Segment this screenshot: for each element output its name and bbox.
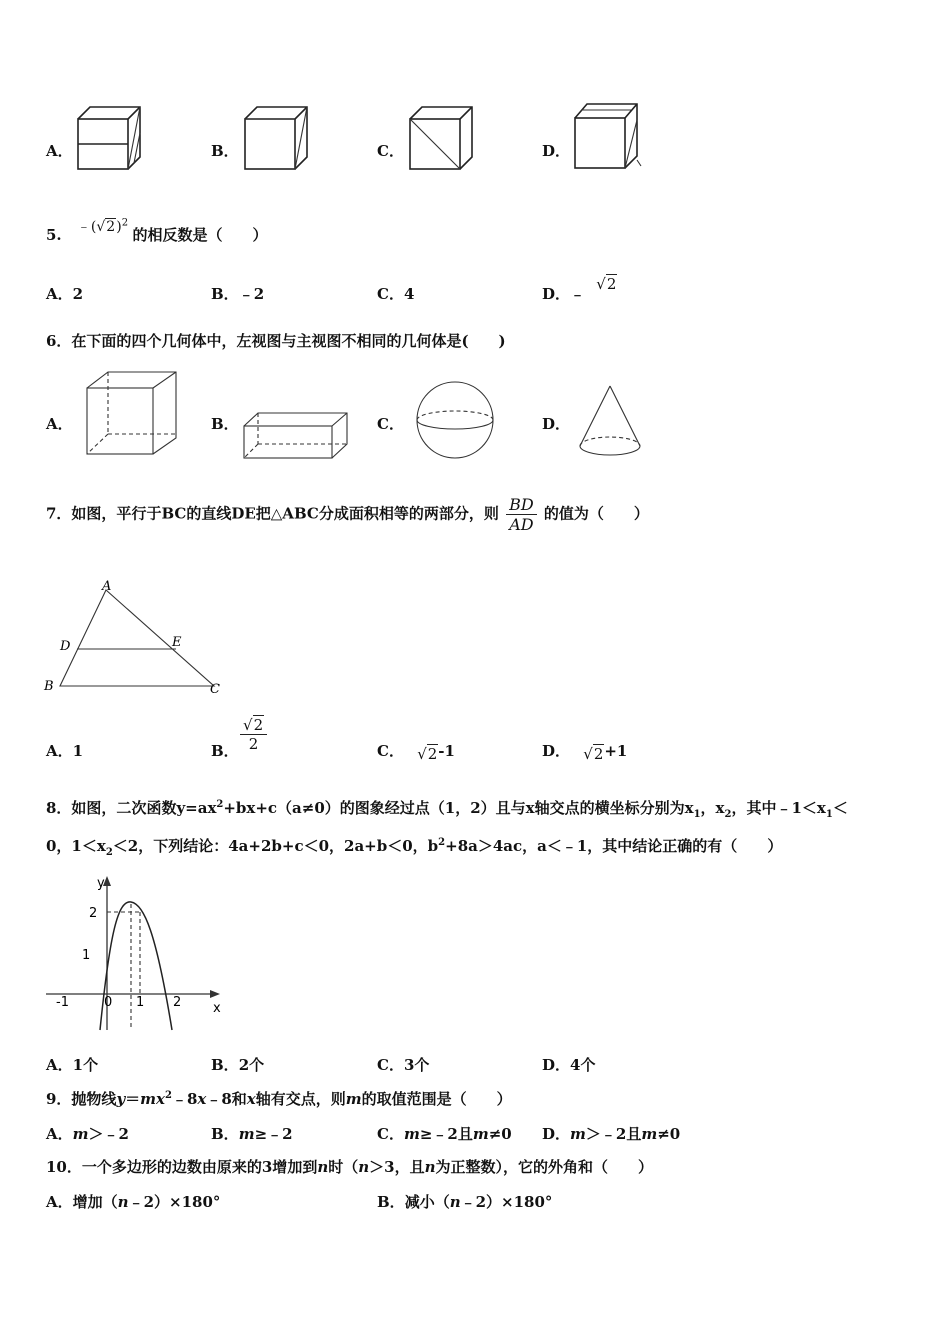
q7-option-c-root: √2	[417, 745, 438, 763]
q10-c: ＞3，且	[369, 1158, 425, 1176]
q8-l1-b: +bx+c（a≠0）的图象经过点（1，2）且与x轴交点的横坐标分别为x	[223, 799, 694, 817]
q5-option-a-label: A．	[46, 285, 73, 303]
q6-option-d-cone	[576, 384, 646, 460]
q8-graph-tick-x1: 1	[136, 995, 145, 1010]
q5-text: 的相反数是（ ）	[132, 226, 268, 244]
q8-l1-sub1: 1	[693, 809, 701, 820]
q10-option-a	[46, 1191, 220, 1212]
q6-option-a-label: A．	[46, 415, 73, 433]
q6-option-c-label: C．	[377, 415, 404, 433]
q8-graph-tick-y1: 1	[82, 948, 91, 963]
q7-triangle-figure	[40, 578, 240, 700]
q9-option-a	[46, 1123, 129, 1144]
q10-option-b	[377, 1191, 552, 1212]
q8-option-b	[211, 1054, 264, 1075]
q9-d: 轴有交点，则	[255, 1090, 346, 1108]
q8-graph-x-label: x	[213, 1001, 221, 1016]
q8-option-b-value: 2个	[238, 1056, 265, 1074]
q8-stem-line2	[46, 835, 782, 858]
q5-option-c	[377, 283, 414, 304]
q7-option-d-suffix: +1	[604, 742, 628, 760]
q9-option-c-rest: ≥﹣2且	[419, 1125, 473, 1143]
q7-stem	[46, 495, 649, 534]
q6-option-b-label: B．	[211, 415, 239, 433]
q8-option-c	[377, 1054, 429, 1075]
q9-mx: mx	[140, 1090, 165, 1108]
q9-x: x	[197, 1090, 207, 1108]
q10-stem	[46, 1156, 653, 1177]
q7-option-b-num: √2	[240, 716, 267, 735]
q8-l1-a: 8．如图，二次函数y=ax	[46, 799, 217, 817]
q8-graph-origin: 0	[104, 995, 113, 1010]
q9-option-d	[542, 1123, 680, 1144]
q7-option-c	[377, 740, 455, 761]
q8-option-c-label: C．	[377, 1056, 404, 1074]
q8-l1-c: ，x	[700, 799, 725, 817]
q8-option-a-value: 1个	[72, 1056, 99, 1074]
q9-eq: ＝	[125, 1090, 141, 1108]
q9-option-d-label: D．	[542, 1125, 571, 1143]
q7-option-b-label: B．	[211, 742, 239, 760]
q9-option-d-m2: m	[641, 1125, 658, 1143]
q8-graph-tick-y2: 2	[89, 906, 98, 921]
q9-option-a-rest: ＞﹣2	[88, 1125, 129, 1143]
q10-option-b-pre: 减小（	[404, 1193, 450, 1211]
q9-option-c	[377, 1123, 512, 1144]
q8-option-d-value: 4个	[570, 1056, 596, 1074]
q10-d: 为正整数），它的外角和（ ）	[435, 1158, 654, 1176]
q6-option-d-label: D．	[542, 415, 571, 433]
q5-option-b	[211, 283, 264, 304]
q10-n2: n	[358, 1158, 370, 1176]
q10-n1: n	[317, 1158, 329, 1176]
q9-e: 的取值范围是（ ）	[361, 1090, 512, 1108]
q9-option-a-label: A．	[46, 1125, 73, 1143]
q5-option-c-value: 4	[403, 285, 415, 303]
q8-graph-tick-xneg1: -1	[56, 995, 69, 1010]
q7-label-e: E	[172, 635, 182, 650]
q8-stem-line1	[46, 797, 848, 820]
q7-option-d-root: √2	[583, 745, 604, 763]
q9-option-c-label: C．	[377, 1125, 404, 1143]
q5-exponent: 2	[121, 217, 129, 229]
q10-option-b-post: ﹣2）×180°	[460, 1193, 553, 1211]
q7-label-d: D	[60, 639, 71, 654]
q8-graph-y-label: y	[97, 876, 105, 891]
q9-option-c-m2: m	[472, 1125, 489, 1143]
q10-b: 时（	[328, 1158, 359, 1176]
q10-option-a-label: A．	[46, 1193, 73, 1211]
q9-option-c-m: m	[403, 1125, 420, 1143]
q10-n3: n	[424, 1158, 436, 1176]
q10-option-a-n: n	[117, 1193, 129, 1211]
q9-option-d-rest2: ≠0	[657, 1125, 681, 1143]
q8-l1-sup: 2	[216, 799, 224, 810]
q7-option-b-frac	[240, 716, 267, 753]
q5-option-a-value: 2	[72, 285, 84, 303]
q9-b: ﹣8	[171, 1090, 198, 1108]
q7-frac-den: AD	[509, 515, 534, 534]
q7-option-c-suffix: -1	[438, 742, 455, 760]
q8-option-b-label: B．	[211, 1056, 239, 1074]
q6-stem: 6．在下面的四个几何体中，左视图与主视图不相同的几何体是( )	[46, 332, 506, 350]
q9-option-c-rest2: ≠0	[488, 1125, 512, 1143]
q5-option-b-value: ﹣2	[238, 285, 265, 303]
q9-option-b-rest: ≥﹣2	[254, 1125, 293, 1143]
q6-option-a-cube	[84, 370, 184, 456]
q5-option-d-label: D．	[542, 285, 571, 303]
q7-label-c: C	[210, 682, 220, 697]
q9-option-b-m: m	[238, 1125, 255, 1143]
q7-option-a-label: A．	[46, 742, 73, 760]
q10-a: 10．一个多边形的边数由原来的3增加到	[46, 1158, 318, 1176]
q7-option-a	[46, 740, 83, 761]
q5-option-d	[542, 275, 617, 304]
q5-option-b-label: B．	[211, 285, 239, 303]
q4-option-d-figure	[571, 100, 643, 172]
q4-option-c-label: C．	[377, 142, 404, 160]
q7-option-a-value: 1	[72, 742, 84, 760]
q8-option-c-value: 3个	[403, 1056, 430, 1074]
q9-sup: 2	[165, 1090, 172, 1101]
q8-option-d-label: D．	[542, 1056, 571, 1074]
q5-option-c-label: C．	[377, 285, 404, 303]
q8-l2-sub: 2	[105, 847, 113, 858]
q9-stem	[46, 1088, 512, 1109]
q5-expr-prefix: ﹣(	[76, 219, 97, 235]
q7-option-b-num-radicand: 2	[253, 716, 264, 734]
q9-option-b-label: B．	[211, 1125, 239, 1143]
q5-option-d-value: ﹣	[570, 285, 586, 303]
q7-option-d	[542, 740, 627, 761]
q9-option-a-m: m	[72, 1125, 89, 1143]
q8-l2-b: ＜2，下列结论：4a+2b+c＜0，2a+b＜0，b	[112, 837, 439, 855]
q4-option-b-label: B．	[211, 142, 239, 160]
q8-option-d	[542, 1054, 595, 1075]
q7-option-d-radicand: 2	[593, 745, 604, 763]
q9-m: m	[345, 1090, 362, 1108]
q7-option-b-fraction	[240, 716, 267, 753]
q7-fraction	[506, 495, 537, 534]
q6-option-b-cuboid	[241, 410, 353, 460]
q9-x2: x	[246, 1090, 256, 1108]
q6-option-c-sphere	[413, 380, 497, 460]
q8-l2-c: +8a＞4ac，a＜﹣1，其中结论正确的有（ ）	[445, 837, 783, 855]
q5-option-d-radicand: 2	[606, 275, 617, 293]
q8-l1-sub2: 2	[724, 809, 732, 820]
q10-option-b-label: B．	[377, 1193, 405, 1211]
q5-number: 5.	[46, 226, 62, 244]
q7-option-b-den: 2	[248, 735, 259, 753]
q5-option-d-root: √2	[596, 275, 617, 293]
q5-radicand: 2	[106, 219, 116, 235]
q9-y: y	[116, 1090, 126, 1108]
q8-l1-e: ＜	[832, 799, 848, 817]
q5-stem	[46, 217, 268, 245]
q7-frac-num: BD	[506, 495, 537, 515]
q9-option-b	[211, 1123, 293, 1144]
q8-l2-a: 0，1＜x	[46, 837, 106, 855]
q4-option-d-label: D．	[542, 142, 571, 160]
q9-c: ﹣8和	[206, 1090, 247, 1108]
q8-parabola-graph	[44, 874, 230, 1034]
q10-option-a-post: ﹣2）×180°	[128, 1193, 221, 1211]
q7-text-after: 的值为（ ）	[543, 504, 649, 523]
q4-option-b-figure	[241, 103, 311, 173]
q4-option-a-label: A．	[46, 142, 73, 160]
q7-option-c-radicand: 2	[427, 745, 438, 763]
q5-expression: $﹣(√2)^2$	[76, 217, 129, 235]
q9-a: 9．抛物线	[46, 1090, 117, 1108]
q8-l1-d: ，其中﹣1＜x	[731, 799, 826, 817]
q7-text-before: 7．如图，平行于BC的直线DE把△ABC分成面积相等的两部分，则	[46, 504, 499, 523]
q7-option-d-label: D．	[542, 742, 571, 760]
q10-option-b-n: n	[449, 1193, 461, 1211]
q9-option-d-m: m	[570, 1125, 586, 1143]
q8-option-a	[46, 1054, 98, 1075]
q10-option-a-pre: 增加（	[72, 1193, 118, 1211]
q4-option-a-figure	[74, 103, 144, 173]
q7-label-a: A	[102, 579, 112, 594]
q7-label-b: B	[44, 679, 54, 694]
q8-l1-sub3: 1	[825, 809, 833, 820]
q8-option-a-label: A．	[46, 1056, 73, 1074]
q9-option-d-rest: ＞﹣2且	[585, 1125, 642, 1143]
q5-option-a	[46, 283, 83, 304]
q4-option-c-figure	[406, 103, 476, 173]
q8-graph-tick-x2: 2	[173, 995, 182, 1010]
q8-l2-sup: 2	[438, 837, 446, 848]
q7-option-c-label: C．	[377, 742, 404, 760]
